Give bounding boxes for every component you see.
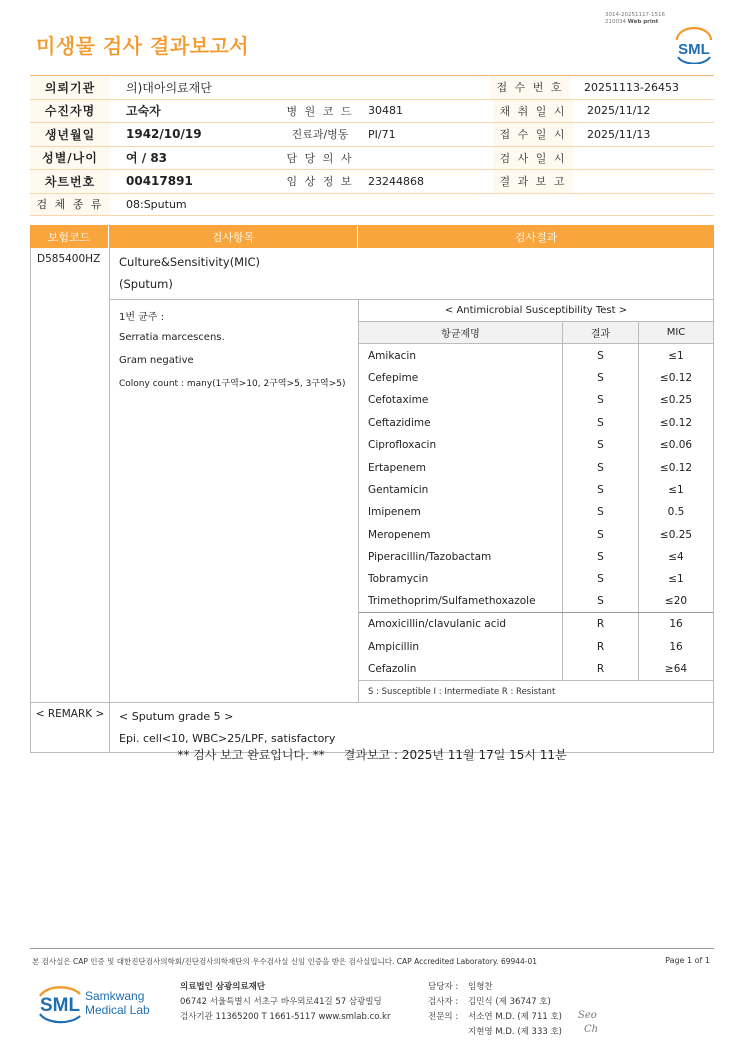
mic-value: ≤0.12	[659, 371, 693, 384]
mic-value: ≤0.12	[659, 461, 693, 474]
ast-row	[359, 479, 713, 501]
drug-name: Cefepime	[359, 367, 563, 389]
susceptibility-result: S	[563, 479, 639, 501]
mic-value: 16	[669, 618, 683, 631]
chart-number-label: 차트번호	[30, 170, 110, 193]
drug-name: Amikacin	[359, 344, 563, 366]
document-code-line2: 210034	[605, 19, 626, 25]
specimen-type-value: 08:Sputum	[126, 197, 187, 211]
footer-divider	[30, 948, 714, 949]
staff-name: 지현영 M.D. (제 333 호)	[468, 1027, 563, 1037]
web-print-label: Web print	[627, 19, 659, 25]
drug-name: Tobramycin	[359, 568, 563, 590]
ast-row	[359, 546, 713, 568]
mic-value: ≤20	[664, 595, 688, 608]
brand-name-line1: Samkwang	[85, 989, 145, 1003]
sex-age-label: 성별/나이	[30, 147, 110, 170]
ast-table	[359, 300, 713, 702]
document-code-line1: 3014-20251117-1516	[605, 12, 665, 18]
info-row	[30, 147, 714, 171]
ast-row	[359, 456, 713, 478]
test-date-label: 검 사 일 시	[493, 147, 573, 170]
patient-info-table	[30, 75, 714, 216]
staff-name: 김민식 (제 36747 호)	[468, 997, 551, 1007]
document-code	[605, 12, 665, 26]
received-date-value: 2025/11/13	[587, 127, 651, 141]
susceptibility-result: S	[563, 367, 639, 389]
drug-header: 항균제명	[359, 322, 563, 343]
patient-name-value: 고숙자	[126, 104, 161, 119]
drug-name: Ceftazidime	[359, 412, 563, 434]
susceptibility-result: S	[563, 434, 639, 456]
accession-number-value: 20251113-26453	[584, 80, 679, 94]
chart-number-value: 00417891	[126, 174, 193, 189]
sml-logo	[672, 26, 716, 64]
drug-name: Trimethoprim/Sulfamethoxazole	[359, 591, 563, 612]
susceptibility-result: R	[563, 658, 639, 680]
clinical-info-value: 23244868	[368, 174, 424, 188]
test-name	[110, 248, 713, 300]
drug-name: Gentamicin	[359, 479, 563, 501]
ast-row	[359, 389, 713, 411]
susceptibility-result: R	[563, 635, 639, 657]
mic-value: ≤0.06	[659, 439, 693, 452]
results-body	[30, 248, 714, 702]
ast-row	[359, 344, 713, 366]
report-date-label: 결 과 보 고	[493, 170, 573, 193]
ast-row	[359, 524, 713, 546]
brand-name-line2: Medical Lab	[85, 1003, 150, 1017]
collection-date-label: 채 취 일 시	[493, 100, 573, 123]
report-title: 미생물 검사 결과보고서	[36, 34, 250, 58]
ast-rows	[359, 344, 713, 680]
staff-list	[428, 980, 562, 1040]
ast-row	[359, 591, 713, 613]
info-row	[30, 100, 714, 124]
susceptibility-result: S	[563, 524, 639, 546]
drug-name: Cefotaxime	[359, 389, 563, 411]
mic-value: ≤0.25	[659, 528, 693, 541]
drug-name: Ciprofloxacin	[359, 434, 563, 456]
susceptibility-result: R	[563, 613, 639, 635]
ast-row	[359, 658, 713, 680]
mic-value: ≤0.12	[659, 416, 693, 429]
completion-notice: ** 검사 보고 완료입니다. ** 결과보고 : 2025년 11월 17일 15시 11분	[177, 748, 567, 762]
ast-title: < Antimicrobial Susceptibility Test >	[359, 300, 713, 322]
results-header	[30, 225, 714, 248]
birth-date-value: 1942/10/19	[126, 127, 202, 142]
ast-row	[359, 367, 713, 389]
results-table	[30, 225, 714, 753]
patient-name-label: 수진자명	[30, 100, 110, 123]
physician-label: 담 당 의 사	[286, 151, 354, 165]
ast-row	[359, 613, 713, 635]
susceptibility-result: S	[563, 501, 639, 523]
staff-name: 임형찬	[468, 982, 493, 992]
requesting-org-value: 의)대아의료재단	[126, 80, 212, 95]
remark-line1: < Sputum grade 5 >	[119, 710, 234, 724]
clinical-info-label: 임 상 정 보	[286, 175, 354, 189]
mic-header: MIC	[666, 327, 686, 339]
sex-age-value: 여 / 83	[126, 151, 168, 166]
mic-value: ≤1	[668, 573, 684, 586]
department-value: PI/71	[368, 127, 396, 141]
collection-date-value: 2025/11/12	[587, 104, 651, 118]
lab-contact: 검사기관 11365200 T 1661-5117 www.smlab.co.kr	[180, 1012, 391, 1022]
insurance-code-header: 보험코드	[30, 225, 109, 248]
birth-date-label: 생년월일	[30, 123, 110, 146]
susceptibility-result: S	[563, 389, 639, 411]
test-name-line2: (Sputum)	[119, 277, 173, 291]
hospital-code-label: 병 원 코 드	[286, 104, 354, 118]
drug-name: Ampicillin	[359, 635, 563, 657]
mic-value: 16	[669, 640, 683, 653]
ast-row	[359, 412, 713, 434]
ast-header-row	[359, 322, 713, 344]
staff-label: 담당자 :	[428, 982, 459, 992]
ast-row	[359, 434, 713, 456]
susceptibility-result: S	[563, 568, 639, 590]
svg-text:SML: SML	[678, 41, 710, 58]
remark-line2: Epi. cell<10, WBC>25/LPF, satisfactory	[119, 732, 336, 746]
susceptibility-result: S	[563, 344, 639, 366]
mic-value: ≤1	[668, 349, 684, 362]
ast-row	[359, 501, 713, 523]
drug-name: Meropenem	[359, 524, 563, 546]
ast-legend: S : Susceptible I : Intermediate R : Resistant	[359, 680, 713, 702]
mic-value: ≤0.25	[659, 394, 693, 407]
lab-address	[180, 980, 390, 1025]
organism-info	[110, 300, 359, 702]
ast-row	[359, 635, 713, 657]
accreditation-note: 본 검사실은 CAP 인증 및 대한진단검사의학회/진단검사의학재단의 우수검사실 신임 인증을 받은 검사실입니다. CAP Accredited Laboratory. 69944-01	[32, 957, 538, 966]
department-label: 진료과/병동	[291, 128, 349, 142]
susceptibility-result: S	[563, 546, 639, 568]
mic-value: 0.5	[667, 506, 685, 519]
drug-name: Cefazolin	[359, 658, 563, 680]
info-row	[30, 123, 714, 147]
info-row	[30, 76, 714, 100]
remark-label: < REMARK >	[31, 703, 110, 752]
staff-label: 전문의 :	[428, 1012, 459, 1022]
received-date-label: 접 수 일 시	[493, 123, 573, 146]
gram-stain: Gram negative	[119, 354, 194, 366]
svg-text:SML: SML	[39, 995, 81, 1016]
drug-name: Amoxicillin/clavulanic acid	[359, 613, 563, 635]
info-row	[30, 170, 714, 194]
susceptibility-result: S	[563, 456, 639, 478]
test-item-header: 검사항목	[109, 225, 358, 248]
info-row	[30, 194, 714, 216]
ast-row	[359, 568, 713, 590]
drug-name: Imipenem	[359, 501, 563, 523]
drug-name: Piperacillin/Tazobactam	[359, 546, 563, 568]
specimen-type-label: 검 체 종 류	[30, 194, 110, 215]
test-name-line1: Culture&Sensitivity(MIC)	[119, 255, 261, 269]
test-result-header: 검사결과	[514, 230, 558, 244]
samkwang-logo	[36, 980, 156, 1026]
insurance-code: D585400HZ	[31, 248, 110, 702]
colony-count: Colony count : many(1구역>10, 2구역>5, 3구역>5)	[119, 379, 346, 390]
requesting-org-label: 의뢰기관	[30, 76, 110, 99]
organism-label: 1번 균주 :	[119, 311, 165, 323]
signature: Ch	[584, 1024, 599, 1035]
lab-street-address: 06742 서울특별시 서초구 바우뫼로41길 57 삼광빌딩	[180, 997, 382, 1007]
accession-number-label: 접 수 번 호	[490, 76, 570, 99]
staff-label	[428, 1025, 468, 1040]
mic-value: ≤4	[668, 551, 684, 564]
staff-label: 검사자 :	[428, 997, 459, 1007]
mic-value: ≥64	[664, 663, 688, 676]
staff-name: 서소연 M.D. (제 711 호)	[468, 1012, 563, 1022]
hospital-code-value: 30481	[368, 104, 403, 118]
lab-org-name: 의료법인 삼광의료재단	[180, 982, 266, 992]
result-header: 결과	[563, 322, 639, 343]
susceptibility-result: S	[563, 412, 639, 434]
page-number: Page 1 of 1	[665, 956, 710, 965]
signature: Seo	[578, 1010, 597, 1021]
mic-value: ≤1	[668, 483, 684, 496]
drug-name: Ertapenem	[359, 456, 563, 478]
organism-name: Serratia marcescens.	[119, 332, 225, 344]
susceptibility-result: S	[563, 591, 639, 612]
